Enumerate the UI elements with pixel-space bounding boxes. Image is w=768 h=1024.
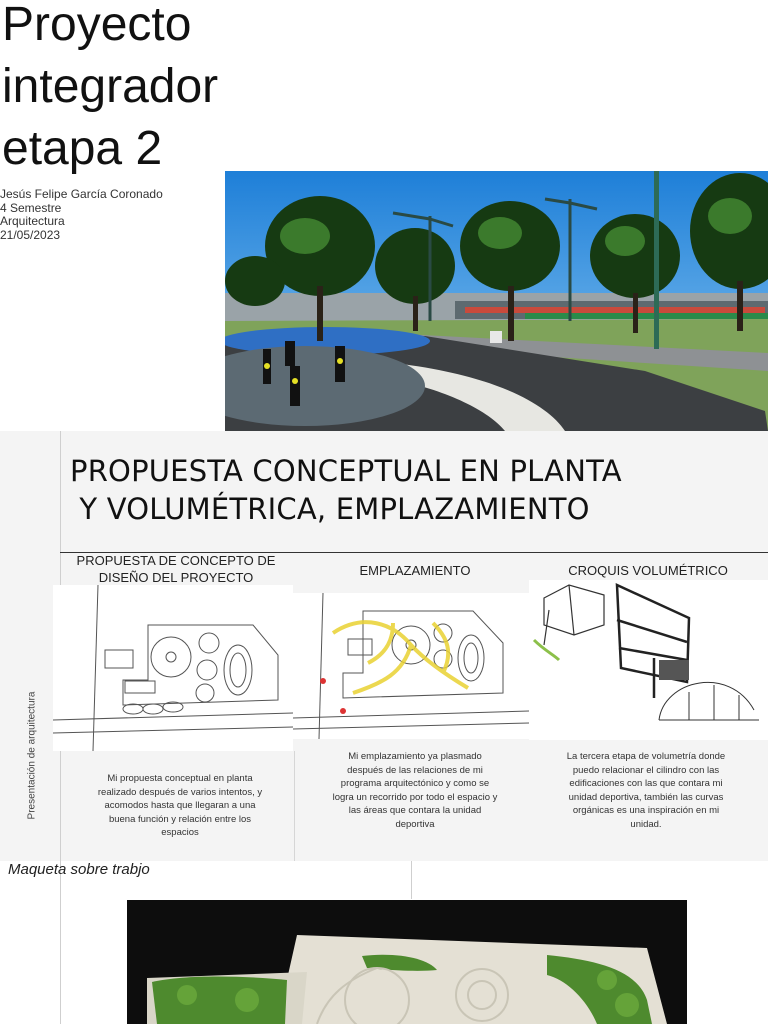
- section-title: PROPUESTA CONCEPTUAL EN PLANTA Y VOLUMÉTRICA, EMPLAZAMIENTO: [70, 454, 622, 526]
- page-title: Proyecto integrador etapa 2: [2, 0, 219, 175]
- volumetric-sketch-image: [529, 580, 768, 740]
- column-text-concept: Mi propuesta conceptual en planta realizado después de varios intentos, y acomodos hasta que llegaran a una buena función y relación entre los espacios: [97, 773, 263, 838]
- column-text-volumetric: La tercera etapa de volumetría donde puedo relacionar el cilindro con las edificaciones con las que contara mi unidad deportiva, también las curvas orgánicas es una inspiración en mi unidad.: [566, 751, 726, 830]
- author-name: Jesús Felipe García Coronado: [0, 187, 163, 201]
- site-plan-image: [293, 593, 529, 739]
- author-info: [0, 188, 163, 242]
- column-heading-site: EMPLAZAMIENTO: [359, 563, 471, 578]
- date: 21/05/2023: [0, 227, 61, 242]
- concept-sketch-image: [53, 585, 293, 751]
- career: Arquitectura: [0, 214, 65, 228]
- mid-guide-line: [411, 861, 412, 899]
- park-render-image: [225, 171, 768, 431]
- model-label: Maqueta sobre trabjo: [8, 861, 150, 878]
- column-text-site: Mi emplazamiento ya plasmado después de las relaciones de mi programa arquitectónico y como se logra un recorrido por todo el espacio y las áreas que contara la unidad deportiva: [332, 751, 498, 830]
- column-heading-concept: PROPUESTA DE CONCEPTO DE DISEÑO DEL PROYECTO: [76, 553, 276, 585]
- column-heading-volumetric: CROQUIS VOLUMÉTRICO: [568, 563, 728, 578]
- semester: 4 Semestre: [0, 200, 62, 215]
- side-label: Presentación de arquitectura: [26, 691, 38, 820]
- column-separator: [294, 751, 295, 861]
- model-photo: [127, 900, 687, 1024]
